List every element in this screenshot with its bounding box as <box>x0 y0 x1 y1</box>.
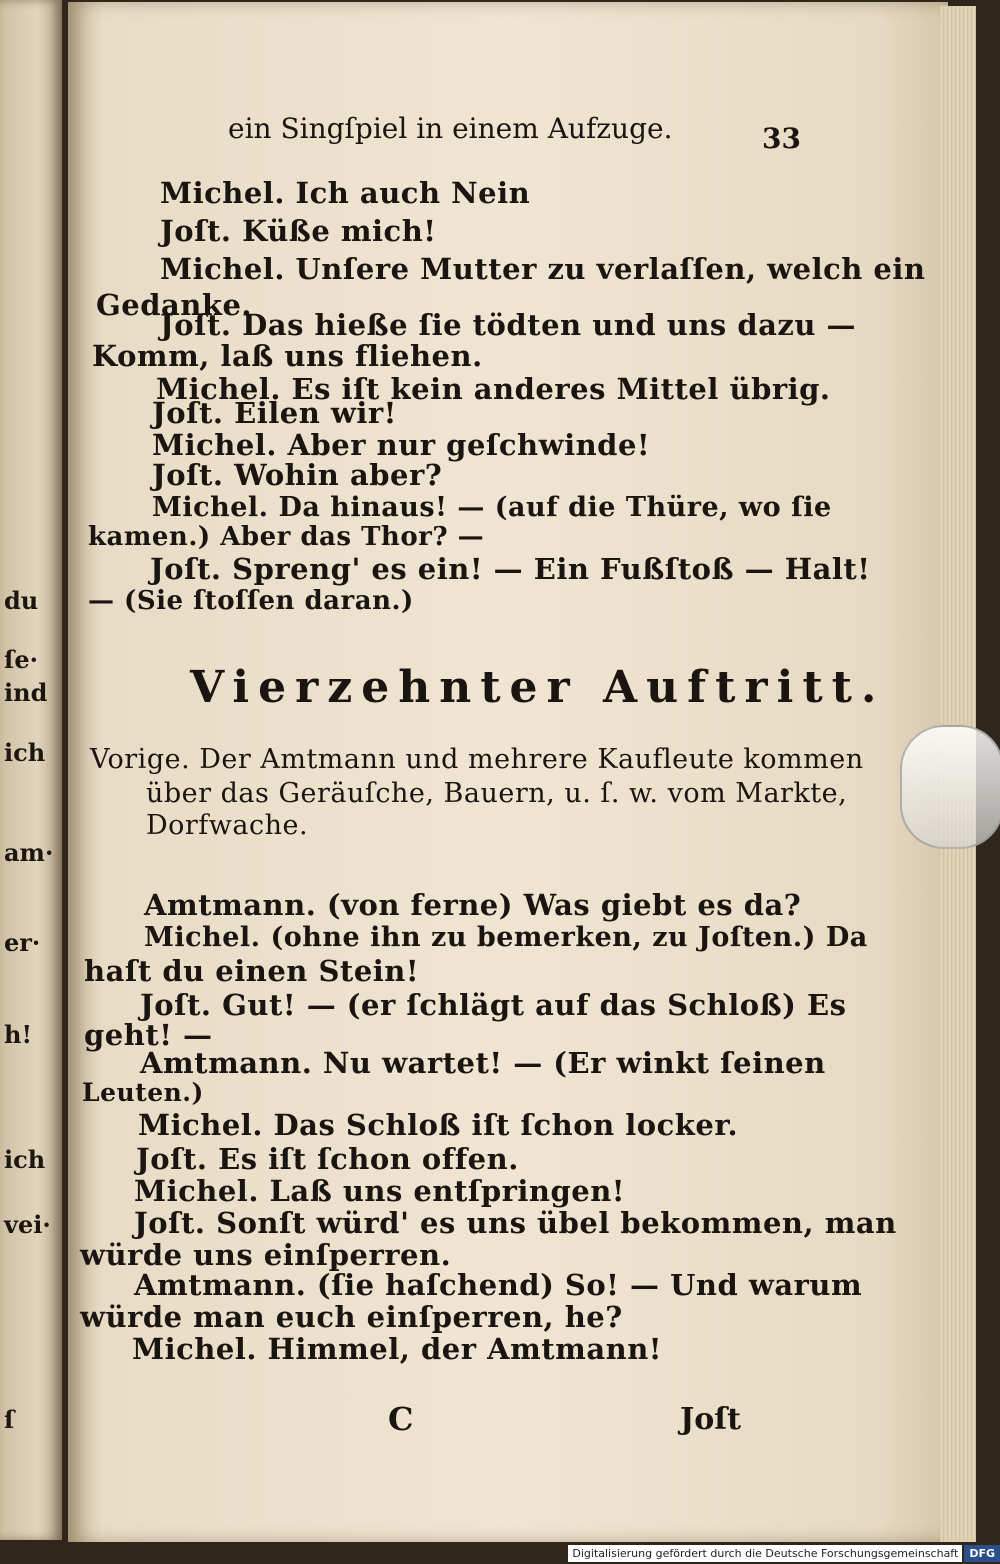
text-line: Michel. Das Schloß iſt ſchon locker. <box>138 1108 739 1142</box>
text-line: Amtmann. (von ferne) Was giebt es da? <box>144 888 802 922</box>
digitization-footer <box>0 1542 1000 1564</box>
running-title: ein Singſpiel in einem Aufzuge. <box>228 112 673 145</box>
text-line: Michel. Himmel, der Amtmann! <box>132 1332 663 1366</box>
text-line: würde man euch einſperren, he? <box>80 1300 623 1334</box>
catchword: Joſt <box>680 1402 741 1437</box>
text-line: Joſt. Das hieße ſie tödten und uns dazu — <box>160 308 857 342</box>
text-line: Michel. Da hinaus! — (auf die Thüre, wo ſie <box>152 492 832 523</box>
left-fragment: du <box>4 586 39 615</box>
dfg-logo: DFG <box>964 1545 1000 1562</box>
page-number: 33 <box>762 122 801 155</box>
text-line: geht! — <box>84 1018 213 1052</box>
text-line: Amtmann. (ſie haſchend) So! — Und warum <box>134 1268 863 1302</box>
left-fragment: h! <box>4 1020 32 1049</box>
text-line: Michel. Aber nur geſchwinde! <box>152 428 651 462</box>
text-line: Joſt. Gut! — (er ſchlägt auf das Schloß) Es <box>140 988 847 1022</box>
text-line: Amtmann. Nu wartet! — (Er winkt ſeinen <box>140 1046 826 1080</box>
stage-direction-line: Dorfwache. <box>146 810 309 841</box>
text-line: Leuten.) <box>82 1078 204 1107</box>
left-fragment: vei· <box>4 1210 51 1239</box>
scene-heading: Vierzehnter Auftritt. <box>190 662 886 713</box>
text-line: Michel. (ohne ihn zu bemerken, zu Joſten.) Da <box>144 922 868 953</box>
text-line: Gedanke. <box>96 288 253 322</box>
text-line: Joſt. Es iſt ſchon offen. <box>136 1142 519 1176</box>
text-line: Michel. Unſere Mutter zu verlaſſen, welch ein <box>160 252 926 286</box>
left-fragment: er· <box>4 928 41 957</box>
text-line: würde uns einſperren. <box>80 1238 452 1272</box>
text-line: Joſt. Eilen wir! <box>152 396 397 430</box>
text-line: Joſt. Spreng' es ein! — Ein Fußſtoß — Halt! <box>150 552 871 586</box>
text-line: Komm, laß uns fliehen. <box>92 339 483 373</box>
text-line: Joſt. Küße mich! <box>160 214 437 248</box>
text-line: Joſt. Wohin aber? <box>152 458 443 492</box>
left-page-fragment <box>0 0 62 1540</box>
text-line: Michel. Es iſt kein anderes Mittel übrig. <box>156 372 831 406</box>
text-line: Michel. Laß uns entſpringen! <box>134 1174 626 1208</box>
left-fragment: ſe· <box>4 645 38 674</box>
left-fragment: ſ <box>4 1405 15 1434</box>
stage-direction-line: Vorige. Der Amtmann und mehrere Kaufleute kommen <box>90 744 864 775</box>
text-line: kamen.) Aber das Thor? — <box>88 522 485 552</box>
digitization-credit: Digitalisierung gefördert durch die Deutsche Forschungsgemeinschaft <box>568 1545 962 1562</box>
text-line: haſt du einen Stein! <box>84 954 420 988</box>
left-fragment: ich <box>4 738 46 767</box>
text-line: Joſt. Sonſt würd' es uns übel bekommen, man <box>134 1206 897 1240</box>
left-fragment: am· <box>4 838 54 867</box>
left-fragment: ind <box>4 678 48 707</box>
text-line: — (Sie ſtoſſen daran.) <box>88 586 414 616</box>
text-line: Michel. Ich auch Nein <box>160 176 531 210</box>
stage-direction-line: über das Geräuſche, Bauern, u. ſ. w. vom Markte, <box>146 778 848 809</box>
left-fragment: ich <box>4 1145 46 1174</box>
signature-mark: C <box>388 1400 414 1438</box>
book-clip <box>900 725 1000 849</box>
